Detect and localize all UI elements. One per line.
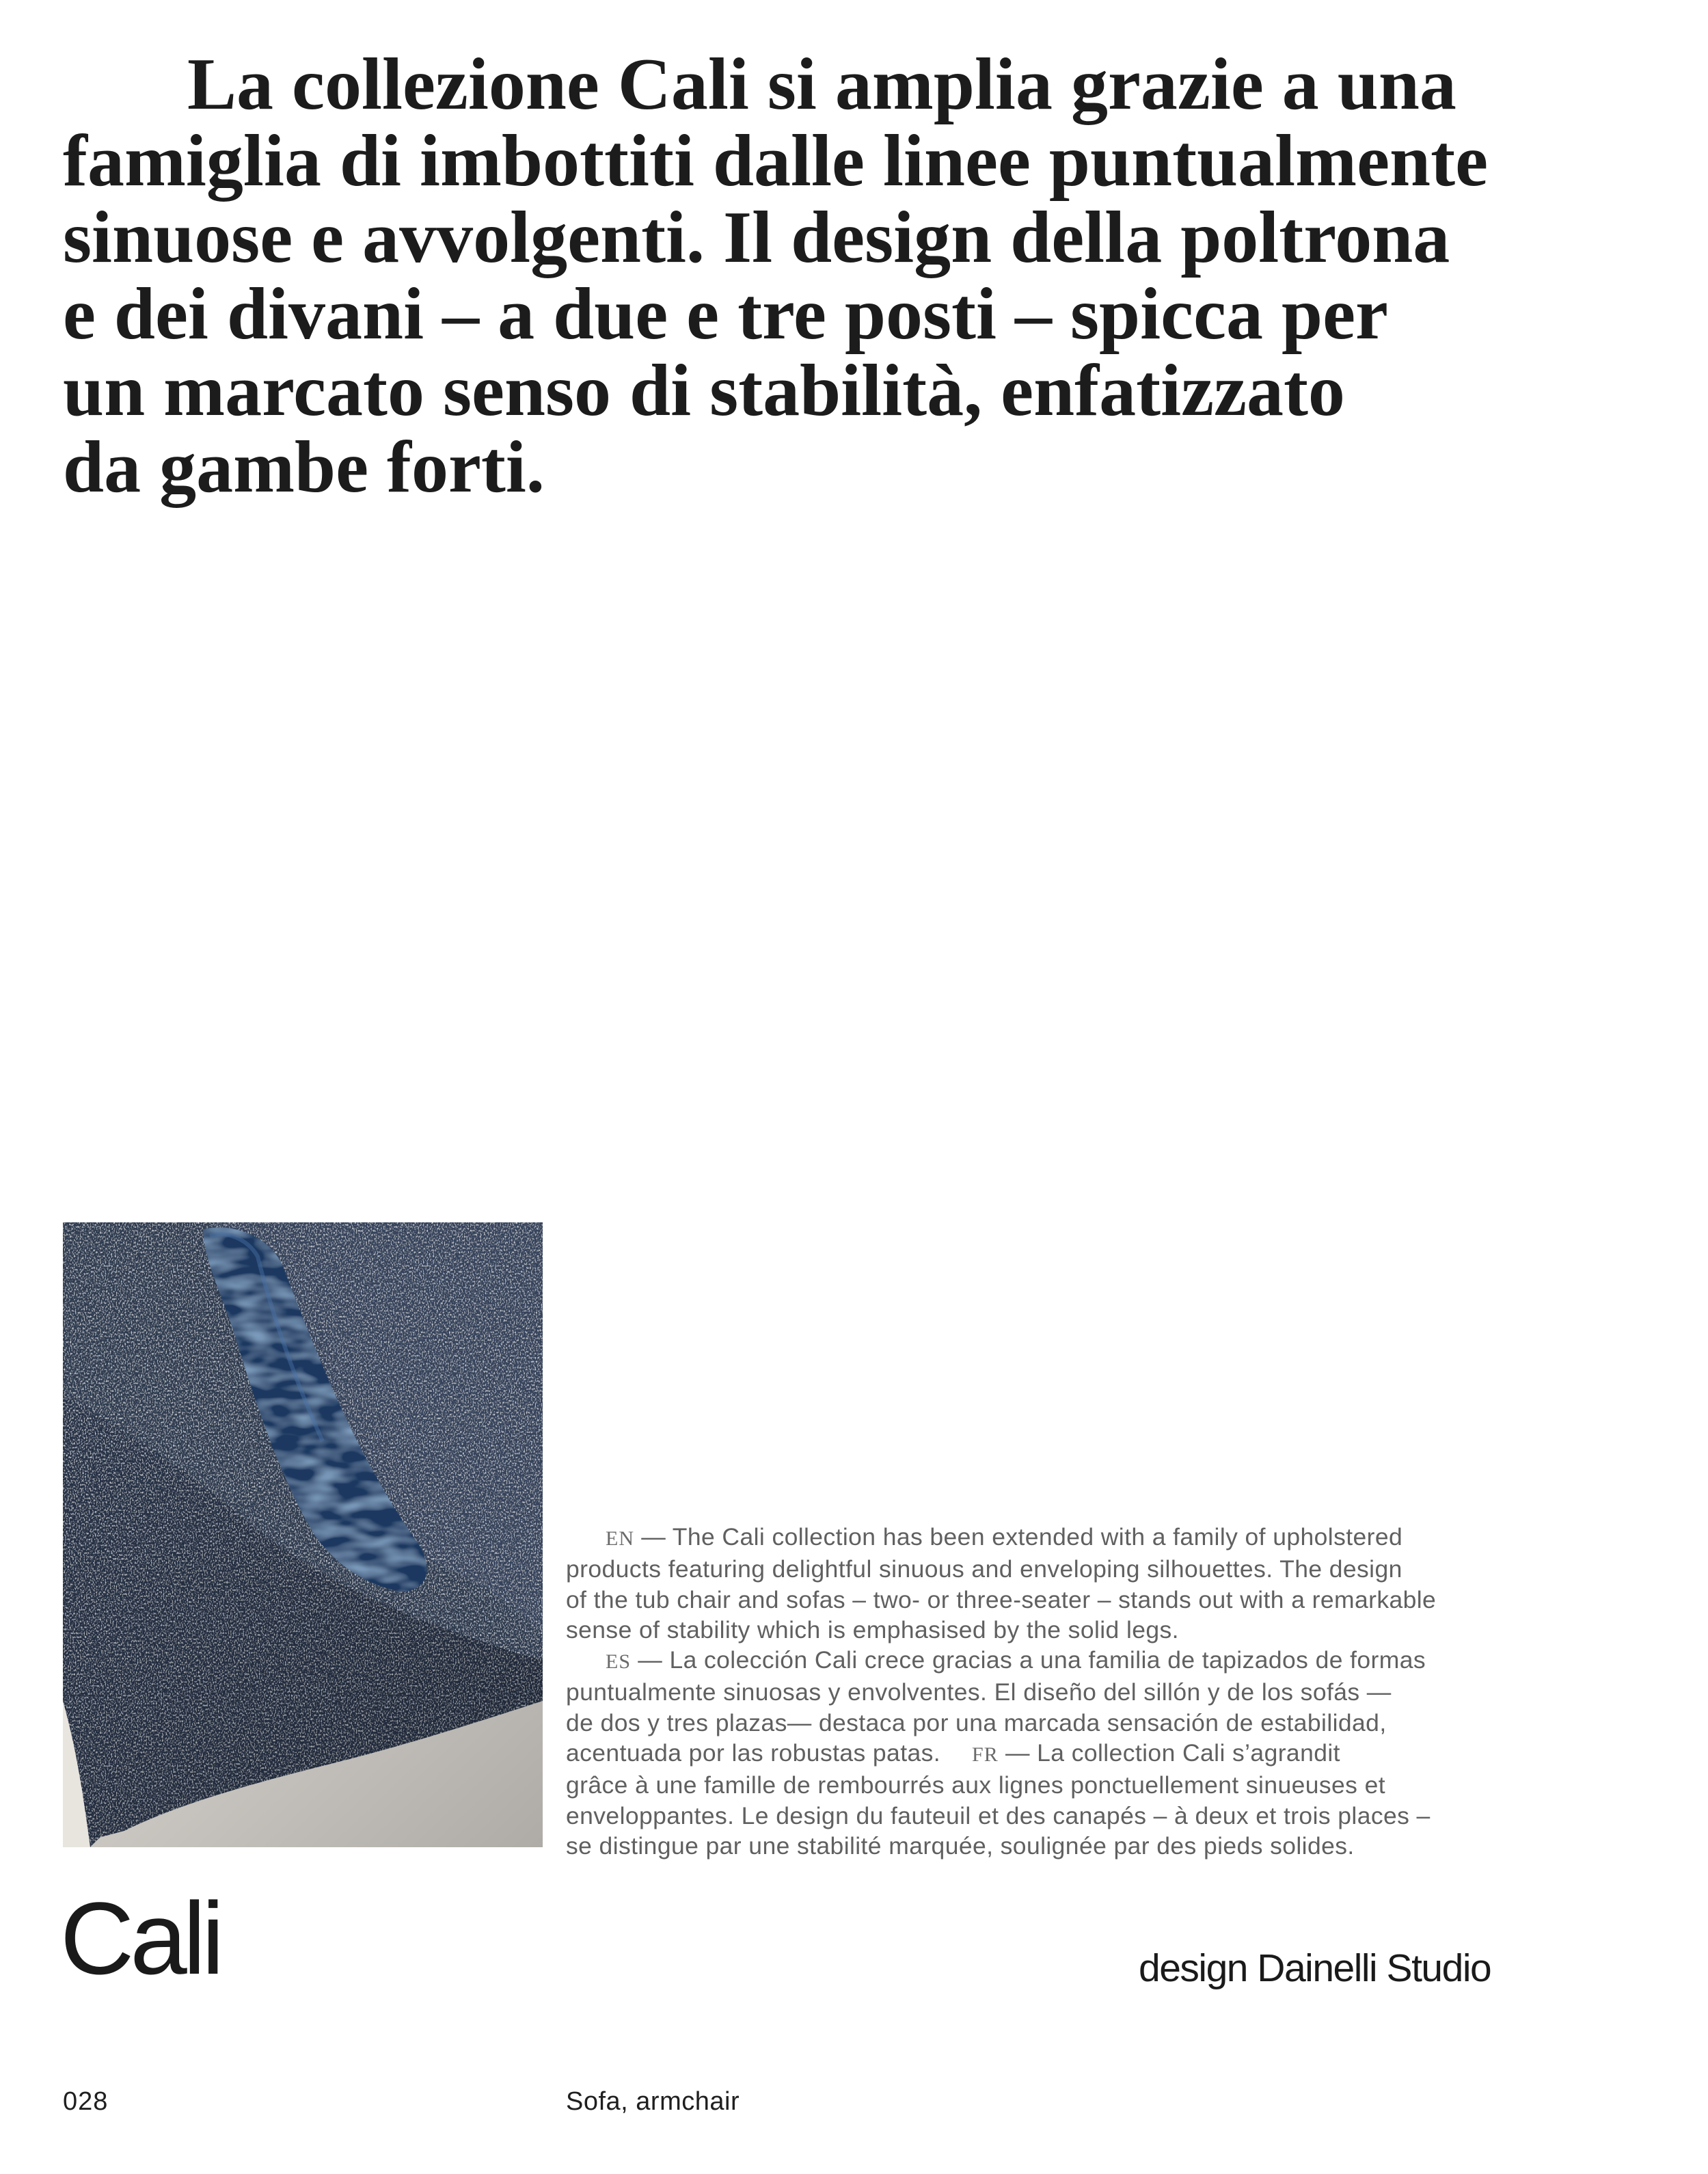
translation-line: puntualmente sinuosas y envolventes. El diseño del sillón y de los sofás — <box>566 1678 1392 1706</box>
page-number: 028 <box>63 2087 109 2116</box>
lead-line: La collezione Cali si amplia grazie a una <box>187 44 1456 125</box>
translations-paragraph <box>566 1522 1618 1861</box>
lang-tag-es: ES <box>606 1650 632 1674</box>
lead-line: da gambe forti. <box>63 427 545 508</box>
product-photo <box>63 1222 543 1847</box>
lead-line: famiglia di imbottiti dalle linee puntualmente <box>63 120 1489 202</box>
translation-line: enveloppantes. Le design du fauteuil et des canapés – à deux et trois places – <box>566 1801 1431 1829</box>
translation-line: of the tub chair and sofas – two- or three-seater – stands out with a remarkable <box>566 1585 1437 1613</box>
lead-line: sinuose e avvolgenti. Il design della poltrona <box>63 197 1450 278</box>
product-category: Sofa, armchair <box>566 2087 740 2116</box>
product-name: Cali <box>60 1881 221 1996</box>
translation-line: de dos y tres plazas— destaca por una marcada sensación de estabilidad, <box>566 1708 1387 1736</box>
lead-line: un marcato senso di stabilità, enfatizzato <box>63 350 1345 431</box>
translation-line: se distingue par une stabilité marquée, soulignée par des pieds solides. <box>566 1831 1355 1860</box>
lang-tag-en: EN <box>606 1527 634 1550</box>
lead-paragraph-italian <box>63 46 1690 506</box>
translation-line: grâce à une famille de rembourrés aux lignes ponctuellement sinueuses et <box>566 1771 1385 1799</box>
translation-line: sense of stability which is emphasised by the solid legs. <box>566 1615 1179 1643</box>
chair-detail-illustration <box>63 1222 543 1847</box>
translation-line: ES — La colección Cali crece gracias a una familia de tapizados de formas <box>606 1646 1426 1674</box>
lead-line: e dei divani – a due e tre posti – spicca per <box>63 273 1388 355</box>
translation-line: EN — The Cali collection has been extended with a family of upholstered <box>606 1523 1403 1551</box>
translation-line: acentuada por las robustas patas. FR — La collection Cali s’agrandit <box>566 1739 1340 1767</box>
translation-line: products featuring delightful sinuous and enveloping silhouettes. The design <box>566 1555 1402 1583</box>
designer-credit: design Dainelli Studio <box>1139 1946 1491 1990</box>
lang-tag-fr: FR <box>972 1743 999 1767</box>
